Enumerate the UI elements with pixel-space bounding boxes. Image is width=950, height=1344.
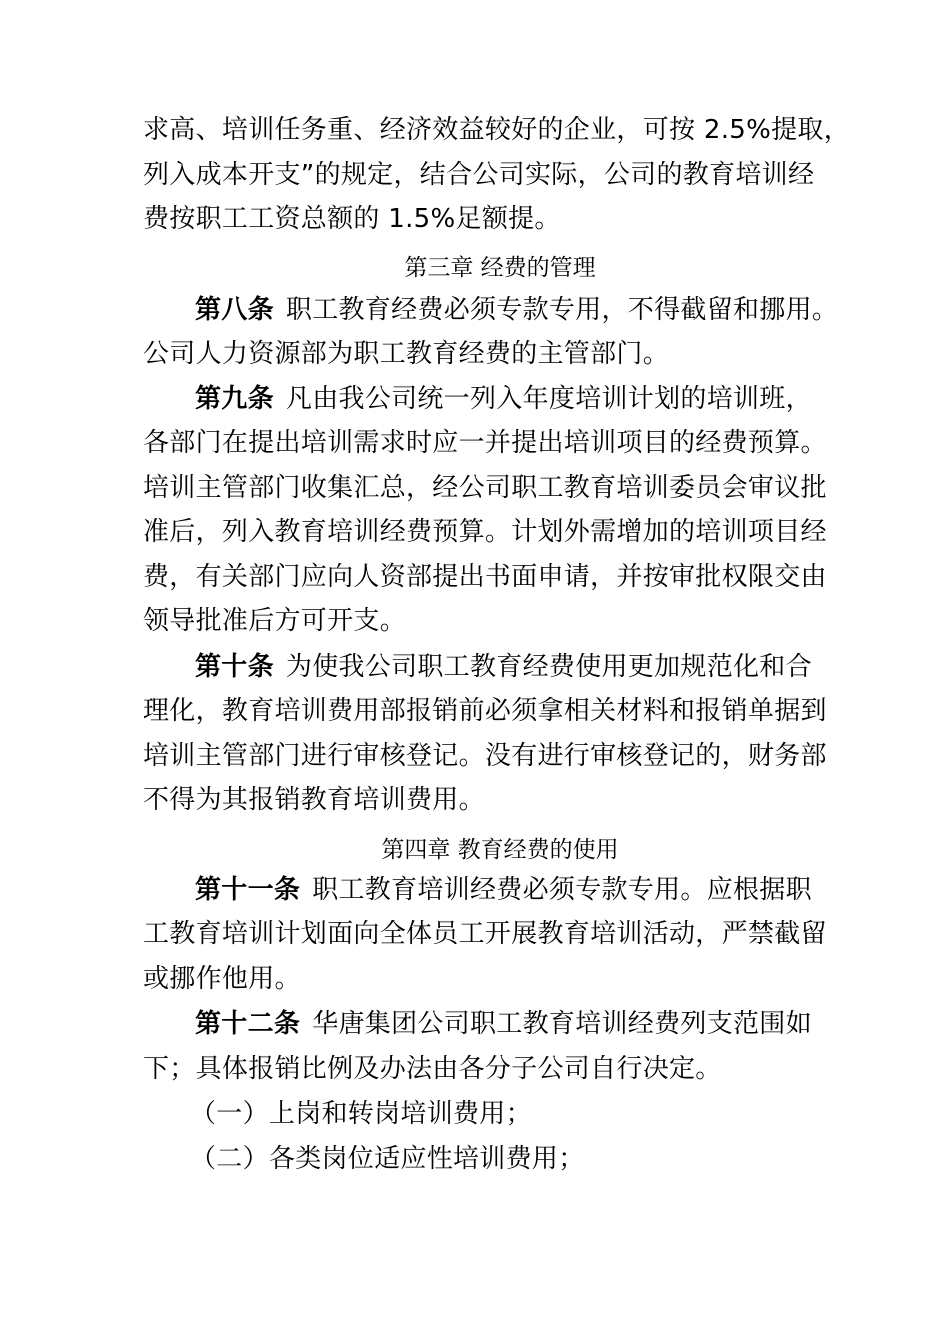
paragraph-line: 费按职工工资总额的 1.5%足额提。 <box>143 204 561 234</box>
article-first-line <box>195 645 812 689</box>
paragraph-line: 培训主管部门进行审核登记。没有进行审核登记的，财务部 <box>143 741 827 771</box>
article-label: 第十条 <box>195 652 274 682</box>
paragraph-line: 培训主管部门收集汇总，经公司职工教育培训委员会审议批 <box>143 473 827 503</box>
article-label: 第十一条 <box>195 875 301 905</box>
article-text: 职工教育培训经费必须专款专用。应根据职 <box>312 875 812 905</box>
article-text: 华唐集团公司职工教育培训经费列支范围如 <box>312 1009 812 1039</box>
article-first-line <box>195 868 812 912</box>
chapter-heading: 第三章 经费的管理 <box>404 255 596 281</box>
article-first-line <box>195 288 838 332</box>
list-item: （一）上岗和转岗培训费用； <box>190 1099 532 1129</box>
paragraph-line: 工教育培训计划面向全体员工开展教育培训活动，严禁截留 <box>143 919 827 949</box>
article-label: 第十二条 <box>195 1009 301 1039</box>
paragraph-line: 各部门在提出培训需求时应一并提出培训项目的经费预算。 <box>143 428 827 458</box>
article-label: 第八条 <box>195 295 274 325</box>
article-first-line <box>195 377 812 421</box>
paragraph-line: 下；具体报销比例及办法由各分子公司自行决定。 <box>143 1054 722 1084</box>
list-item: （二）各类岗位适应性培训费用； <box>190 1144 585 1174</box>
article-text: 凡由我公司统一列入年度培训计划的培训班， <box>285 384 812 414</box>
article-first-line <box>195 1002 812 1046</box>
article-text: 为使我公司职工教育经费使用更加规范化和合 <box>285 652 812 682</box>
paragraph-line: 理化，教育培训费用部报销前必须拿相关材料和报销单据到 <box>143 696 827 726</box>
paragraph-line: 列入成本开支”的规定，结合公司实际，公司的教育培训经 <box>143 160 815 190</box>
paragraph-line: 不得为其报销教育培训费用。 <box>143 785 485 815</box>
paragraph-line: 或挪作他用。 <box>143 964 301 994</box>
paragraph-line: 准后，列入教育培训经费预算。计划外需增加的培训项目经 <box>143 517 827 547</box>
paragraph-line: 费，有关部门应向人资部提出书面申请，并按审批权限交由 <box>143 562 827 592</box>
chapter-heading: 第四章 教育经费的使用 <box>381 837 619 863</box>
paragraph-line: 公司人力资源部为职工教育经费的主管部门。 <box>143 339 670 369</box>
article-text: 职工教育经费必须专款专用，不得截留和挪用。 <box>285 295 839 325</box>
paragraph-line: 领导批准后方可开支。 <box>143 606 407 636</box>
paragraph-line: 求高、培训任务重、经济效益较好的企业，可按 2.5%提取， <box>143 115 851 145</box>
article-label: 第九条 <box>195 384 274 414</box>
